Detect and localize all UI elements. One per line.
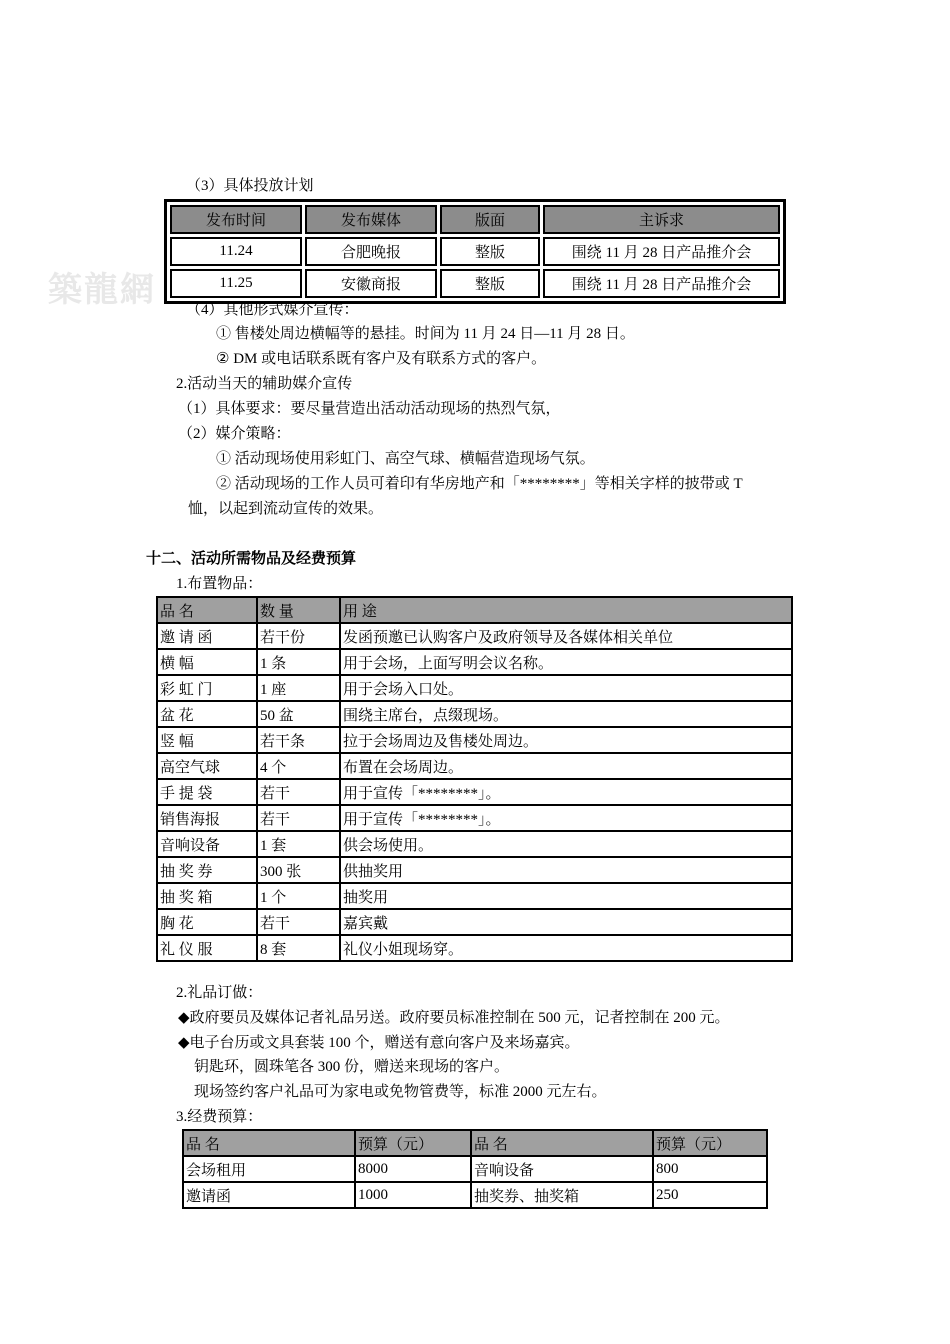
- table-row: [157, 909, 792, 935]
- item-qty: 若干: [257, 805, 340, 831]
- item-use: 抽奖用: [340, 883, 792, 909]
- table-row: [183, 1182, 767, 1208]
- budget-amount: 250: [653, 1182, 767, 1208]
- budget-amount: 800: [653, 1156, 767, 1182]
- budget-item: 抽奖券、抽奖箱: [471, 1182, 653, 1208]
- item-name: 高空气球: [157, 753, 257, 779]
- budget-item: 邀请函: [183, 1182, 355, 1208]
- subsection-title: 1.布置物品：: [176, 576, 263, 592]
- items-table: [156, 596, 793, 962]
- plan-cell: 安徽商报: [305, 269, 437, 298]
- other-media-item: ② DM 或电话联系既有客户及有联系方式的客户。: [216, 351, 547, 367]
- strategy-item: ② 活动现场的工作人员可着印有华房地产和「********」等相关字样的披带或 T: [216, 476, 743, 492]
- plan-title: （3）具体投放计划: [186, 178, 314, 194]
- gift-item: ◆电子台历或文具套装 100 个，赠送有意向客户及来场嘉宾。: [178, 1035, 580, 1051]
- item-name: 抽 奖 箱: [157, 883, 257, 909]
- table-row: [157, 701, 792, 727]
- item-use: 供抽奖用: [340, 857, 792, 883]
- paragraph: （2）媒介策略：: [178, 426, 291, 442]
- item-use: 用于宣传「********」。: [340, 805, 792, 831]
- plan-header-cell: 版面: [440, 205, 540, 234]
- item-qty: 若干份: [257, 623, 340, 649]
- item-qty: 8 套: [257, 935, 340, 961]
- item-name: 胸 花: [157, 909, 257, 935]
- other-media-item: ① 售楼处周边横幅等的悬挂。时间为 11 月 24 日—11 月 28 日。: [216, 326, 635, 342]
- item-name: 抽 奖 券: [157, 857, 257, 883]
- budget-header-cell: 预算（元）: [355, 1130, 471, 1156]
- item-use: 拉于会场周边及售楼处周边。: [340, 727, 792, 753]
- item-qty: 300 张: [257, 857, 340, 883]
- gift-item: 钥匙环，圆珠笔各 300 份，赠送来现场的客户。: [194, 1059, 510, 1075]
- gift-item: ◆政府要员及媒体记者礼品另送。政府要员标准控制在 500 元，记者控制在 200 元。: [178, 1010, 730, 1026]
- subsection-title: 2.礼品订做：: [176, 985, 263, 1001]
- item-name: 横 幅: [157, 649, 257, 675]
- plan-table: [164, 199, 786, 304]
- item-qty: 若干条: [257, 727, 340, 753]
- item-qty: 4 个: [257, 753, 340, 779]
- items-header-cell: 用 途: [340, 597, 792, 623]
- item-qty: 1 条: [257, 649, 340, 675]
- plan-cell: 整版: [440, 237, 540, 266]
- item-qty: 若干: [257, 909, 340, 935]
- plan-header-cell: 主诉求: [543, 205, 780, 234]
- item-use: 布置在会场周边。: [340, 753, 792, 779]
- strategy-item: ① 活动现场使用彩虹门、高空气球、横幅营造现场气氛。: [216, 451, 595, 467]
- budget-amount: 8000: [355, 1156, 471, 1182]
- plan-row: [170, 269, 780, 298]
- table-row: [157, 779, 792, 805]
- item-name: 手 提 袋: [157, 779, 257, 805]
- table-row: [157, 675, 792, 701]
- item-name: 销售海报: [157, 805, 257, 831]
- gift-item: 现场签约客户礼品可为家电或免物管费等，标准 2000 元左右。: [194, 1084, 607, 1100]
- plan-header-cell: 发布时间: [170, 205, 302, 234]
- budget-table: [182, 1129, 768, 1209]
- budget-header-cell: 品 名: [471, 1130, 653, 1156]
- table-row: [157, 935, 792, 961]
- item-qty: 50 盆: [257, 701, 340, 727]
- plan-cell: 围绕 11 月 28 日产品推介会: [543, 237, 780, 266]
- items-header-cell: 数 量: [257, 597, 340, 623]
- paragraph: （1）具体要求：要尽量营造出活动活动现场的热烈气氛，: [178, 401, 561, 417]
- item-use: 用于会场入口处。: [340, 675, 792, 701]
- table-row: [157, 883, 792, 909]
- item-qty: 若干: [257, 779, 340, 805]
- other-media-title: （4）其他形式媒介宣传：: [186, 302, 359, 318]
- table-row: [157, 805, 792, 831]
- items-header-row: [157, 597, 792, 623]
- item-name: 竖 幅: [157, 727, 257, 753]
- section-heading: 2.活动当天的辅助媒介宣传: [176, 376, 353, 392]
- item-use: 围绕主席台，点缀现场。: [340, 701, 792, 727]
- watermark: 築龍網: [48, 270, 156, 310]
- item-qty: 1 个: [257, 883, 340, 909]
- budget-header-row: [183, 1130, 767, 1156]
- plan-header-cell: 发布媒体: [305, 205, 437, 234]
- item-qty: 1 套: [257, 831, 340, 857]
- plan-cell: 合肥晚报: [305, 237, 437, 266]
- chapter-title: 十二、活动所需物品及经费预算: [146, 551, 357, 567]
- item-use: 供会场使用。: [340, 831, 792, 857]
- table-row: [157, 857, 792, 883]
- table-row: [183, 1156, 767, 1182]
- item-use: 用于宣传「********」。: [340, 779, 792, 805]
- table-row: [157, 831, 792, 857]
- budget-amount: 1000: [355, 1182, 471, 1208]
- item-use: 发函预邀已认购客户及政府领导及各媒体相关单位: [340, 623, 792, 649]
- table-row: [157, 727, 792, 753]
- plan-cell: 11.24: [170, 237, 302, 266]
- plan-cell: 整版: [440, 269, 540, 298]
- table-row: [157, 753, 792, 779]
- item-qty: 1 座: [257, 675, 340, 701]
- budget-item: 音响设备: [471, 1156, 653, 1182]
- item-use: 礼仪小姐现场穿。: [340, 935, 792, 961]
- plan-cell: 11.25: [170, 269, 302, 298]
- plan-cell: 围绕 11 月 28 日产品推介会: [543, 269, 780, 298]
- item-use: 嘉宾戴: [340, 909, 792, 935]
- item-name: 彩 虹 门: [157, 675, 257, 701]
- item-name: 盆 花: [157, 701, 257, 727]
- strategy-item-continued: 恤，以起到流动宣传的效果。: [188, 501, 384, 517]
- plan-row: [170, 237, 780, 266]
- item-name: 礼 仪 服: [157, 935, 257, 961]
- budget-header-cell: 预算（元）: [653, 1130, 767, 1156]
- table-row: [157, 649, 792, 675]
- subsection-title: 3.经费预算：: [176, 1109, 263, 1125]
- budget-item: 会场租用: [183, 1156, 355, 1182]
- item-name: 邀 请 函: [157, 623, 257, 649]
- item-name: 音响设备: [157, 831, 257, 857]
- plan-header-row: [170, 205, 780, 234]
- budget-header-cell: 品 名: [183, 1130, 355, 1156]
- table-row: [157, 623, 792, 649]
- item-use: 用于会场，上面写明会议名称。: [340, 649, 792, 675]
- items-header-cell: 品 名: [157, 597, 257, 623]
